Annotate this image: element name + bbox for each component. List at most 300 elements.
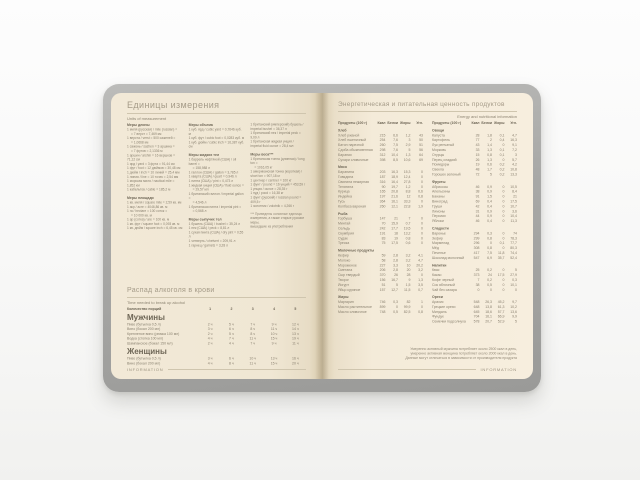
food-value: 147 [379,217,386,221]
food-value: 75 [381,241,386,246]
nutrition-category: Овощи [432,128,445,133]
units-line: 1 сажень / sazhen = 3 аршина = [127,145,175,149]
food-value: 197 [379,195,386,199]
units-column [250,123,306,252]
food-value: 0 [515,288,517,292]
food-value: 3,5 [418,283,423,287]
alcohol-col-number: 2 [230,307,233,311]
units-line: 1 кварта (США) / quart = 0,946 л [188,175,237,179]
food-value: 0 [421,305,423,309]
food-value: 17,5 [510,199,517,204]
food-value: 0,9 [487,185,492,189]
food-value: 16,1 [485,315,492,319]
food-value: 16,3 [510,138,517,143]
units-block-header: Меры сыпучих тел [188,217,222,222]
food-value: 1,3 [487,148,492,152]
food-value: 0,8 [405,236,411,241]
alcohol-hours-value: 7 ч [250,341,256,346]
footnote-line: Данные могут отличаться в зависимости от производителя продукта [405,356,517,360]
nutrition-header-col: Белки [387,121,398,125]
nutrition-category: Мясо [338,165,348,170]
left-page-content [111,93,322,379]
nutrition-category: Фрукты [432,180,446,184]
units-line: 1 золотник / zolotnik = 4,266 г [250,204,295,209]
food-value: 3,6 [512,209,517,214]
nutrition-header-col: Жиры [400,121,411,125]
food-name: Говядина [338,175,354,179]
food-value: 44 [475,214,480,219]
food-value: 0 [502,190,505,194]
food-value: 7,6 [393,138,398,143]
food-value: 899 [379,305,386,309]
nutrition-category: Молочные продукты [338,249,375,253]
food-value: 16,3 [391,170,398,175]
units-line: = 29,57 мл [192,188,209,192]
food-value: 0,6 [405,241,411,246]
food-value: 398 [379,158,386,162]
right-page [322,93,533,379]
food-value: 6,6 [393,133,398,138]
food-value: 0,5 [393,310,398,314]
units-line: 1 ар (сотка) / are = 100 кв. м [127,218,170,222]
food-value: 296 [473,241,480,246]
food-value: 3,2 [405,258,411,263]
units-line: = 4,546 л [192,200,207,205]
units-line: 1 фунт (русский) / russian pound = 409,5 г [250,195,302,204]
alcohol-hours-value: 2 ч [207,341,213,346]
food-value: 1 [421,300,423,305]
food-name: Варенье [432,231,446,236]
food-value: 0,4 [487,199,492,204]
food-value: 0 [502,214,505,219]
food-value: 704 [473,315,480,319]
food-name: Капуста [432,133,445,138]
alcohol-hours-value: 6 ч [229,327,234,331]
food-value: 157 [379,288,386,292]
nutrition-category: Жиры [338,295,349,300]
food-value: 0 [502,199,505,204]
alcohol-hours-value: 9 ч [271,322,277,327]
food-value: 74,4 [510,251,517,255]
food-value: 74 [513,231,517,236]
food-value: 69 [475,199,480,204]
units-line: измерения, а также старые русские меры, [250,216,305,225]
units-section [127,116,306,284]
alcohol-section [127,300,306,366]
units-line: = 7 футов = 2,1336 м [131,149,163,153]
food-value: 3,3 [393,263,398,268]
food-name: Семечки подсолнуха [432,320,466,324]
food-value: 12 [406,195,411,199]
nutrition-category: Напитки [432,263,447,268]
food-value: 0 [421,241,423,246]
food-value: 12,1 [391,204,398,209]
nutrition-row [338,241,423,246]
food-value: 26 [394,273,398,278]
nutrition-header-product: Продукты (100 г) [432,121,461,125]
left-footer-rule [168,369,306,370]
food-value: 299 [473,236,480,241]
food-value: 10,2 [510,305,517,309]
food-value: 0,6 [487,163,492,167]
food-value: 64 [419,153,423,157]
food-value: 260 [379,143,386,148]
food-value: 51 [419,143,423,148]
alcohol-group-label: Мужчины [127,313,165,322]
alcohol-hours-value: 8 ч [229,361,234,366]
food-value: 4,7 [418,258,423,263]
alcohol-hours-value: 16 ч [292,357,299,361]
units-title: Единицы измерения [127,100,220,110]
food-value: 0,2 [487,268,492,273]
food-value: 0 [502,231,505,236]
food-value: 417 [473,251,480,255]
food-value: 0,9 [487,214,492,219]
food-name: Скумбрия [338,231,354,236]
food-value: 0,8 [418,310,423,314]
units-line: 1 пинта (США) / pint = 0,473 л [188,179,234,183]
food-name: Кофе черный [432,278,454,282]
food-value: 10,8 [510,168,517,172]
units-line: 1 кв. фут / square foot = 0,093 кв. м [127,222,180,226]
food-value: 298 [379,148,386,152]
units-line: *** Приведены основные единицы [250,212,303,216]
right-page-content [322,93,533,379]
food-value: 0 [502,236,505,241]
food-name: Лук репчатый [432,143,455,148]
food-value: 12,4 [403,175,411,179]
food-name: Горбуша [338,217,352,221]
alcohol-hours-value: 10 ч [249,357,257,361]
food-value: 46 [475,185,480,189]
alcohol-row [127,341,306,346]
food-name: Яблоки [432,219,444,224]
left-page-footer [127,367,306,372]
food-value: 52,9 [497,320,505,324]
food-value: 294 [473,231,480,236]
food-value: 50 [419,138,423,143]
food-name: Хлеб пшеничный [338,138,367,143]
food-name: Масло растительное [338,305,372,309]
units-line: 1 американская тонна (короткая) / [250,170,303,174]
alcohol-hours-value: 11 ч [292,341,299,346]
alcohol-drink-label: Крепленое вино (рюмка 100 мл) [127,332,180,336]
alcohol-hours-value: 15 ч [270,337,278,341]
food-name: Маргарин [338,300,354,305]
food-value: 33 [475,148,480,152]
units-line: 1 гарнец / garnets = 3,28 л [188,243,228,248]
food-value: 0,1 [499,133,505,138]
food-value: 0,4 [499,138,505,143]
food-name: Шоколад молочный [432,256,465,260]
food-value: 82,5 [403,310,411,314]
alcohol-drink-label: Вино (бокал 200 мл) [127,327,161,331]
food-name: Сдоба обыкновенная [338,148,373,152]
food-value: 1,3 [487,158,492,162]
food-value: 0 [502,278,505,282]
food-name: Батон нарезной [338,143,364,148]
food-value: 45,2 [497,300,505,305]
units-line: 1 куб. ярд / cubic yard = 0,7646 куб. м [188,128,242,136]
food-value: 0,2 [499,172,505,177]
units-line: 1 дюйм / inch = 10 линий = 25,4 мм [127,170,180,175]
food-value: 31 [475,209,480,214]
food-value: 203 [379,170,386,175]
alcohol-hours-value: 7 ч [250,322,256,327]
food-value: 0 [490,241,492,246]
food-value: 0,9 [487,209,492,214]
nutrition-row [432,219,517,224]
food-value: 364 [379,199,386,204]
food-value: 52,4 [510,256,517,260]
food-value: 46 [475,219,480,224]
food-value: 21 [394,217,398,221]
footnotes-lines [367,347,517,361]
alcohol-hours-value: 5 ч [229,332,234,336]
units-line: 1 верста / verst = 500 саженей = [127,136,176,141]
units-title-rule [127,113,306,114]
food-name: Гусь [338,199,345,204]
food-value: 645 [473,310,480,314]
alcohol-col-number: 4 [273,307,276,311]
food-value: 1,5 [487,195,492,199]
food-name: Грецкие орехи [432,305,456,309]
food-value: 27,9 [510,273,517,278]
food-value: 17,5 [391,241,398,246]
food-value: 0 [502,143,505,148]
food-value: 0,3 [487,231,492,236]
nutrition-header-product: Продукты (100 г) [338,121,367,125]
food-value: 19,7 [391,185,398,189]
food-value: 15,3 [403,170,411,175]
food-value: 51 [381,283,386,287]
food-value: 0,2 [499,168,505,172]
food-value: 1,9 [418,204,423,209]
food-name: Перец сладкий [432,158,457,162]
units-block-header: Меры жидких тел [188,153,220,157]
alcohol-drink-label: Вино (бокал 200 мл) [127,361,161,366]
food-value: 2,9 [405,143,411,148]
units-line: 1 четверть / chetvert = 209,91 л [188,239,236,244]
units-block [250,123,306,149]
left-page [111,93,322,379]
food-value: 56 [419,148,423,152]
nutrition-header-col: Ккал [471,121,480,125]
food-value: 0 [421,231,423,236]
food-name: Фундук [432,315,444,319]
food-value: 78,3 [510,236,517,241]
alcohol-drink-label: Пиво (бутылка 0,5 л) [127,357,161,361]
food-value: 1,2 [405,185,411,189]
food-value: 2,8 [393,253,398,258]
units-block [127,196,183,231]
food-value: 0,5 [487,283,492,287]
food-value: 0 [502,219,505,224]
units-line: 1 жидкая унция (США) / fluid ounce = [188,183,244,188]
food-value: 0 [477,288,480,292]
food-value: 24 [488,273,492,278]
nutrition-row [338,310,423,315]
food-name: Бананы [432,195,445,199]
notebook-cover [103,84,541,392]
food-value: 260 [379,204,386,209]
food-value: 548 [473,300,480,305]
food-value: 7,5 [393,143,398,148]
nutrition-title-rule [338,111,517,112]
alcohol-title-rule [127,297,306,298]
food-value: 58 [381,258,386,263]
food-value: 35,7 [497,256,505,260]
food-value: 66,9 [497,315,505,319]
food-name: Масло сливочное [338,310,367,314]
food-name: Сельдь [338,226,351,231]
food-name: Мороженое [338,263,357,268]
food-value: 5 [408,148,411,152]
units-subtitle: Units of measurement [127,116,167,121]
food-value: 0 [421,236,423,241]
food-name: Мёд [432,246,439,251]
food-value: 0,1 [499,153,505,157]
food-value: 0 [421,226,423,231]
alcohol-hours-value: 3 ч [207,357,213,361]
alcohol-drink-label: Шампанское (бокал 150 мл) [127,341,173,346]
food-name: Миндаль [432,310,447,314]
alcohol-hours-value: 3 ч [207,327,213,331]
food-value: 10,7 [510,204,517,209]
food-name: Виноград [432,199,448,204]
units-line: 1 британская жидкая унция / [250,140,294,144]
units-line: 1 ярд / yard = 3 фута = 91,44 см [127,162,175,166]
food-value: 578 [473,320,480,324]
units-line: 1 галлон (США) / gallon = 3,785 л [188,170,239,175]
food-value: 43 [419,133,423,138]
units-line: short ton = 907,18 кг [250,174,281,178]
food-name: Огурцы [432,153,445,157]
food-value: 17,5 [497,273,505,278]
food-value: 648 [473,305,480,309]
food-name: Мармелад [432,241,450,246]
alcohol-hours-value: 2 ч [207,332,213,336]
food-value: 0 [421,222,423,226]
food-name: Сыр твердый [338,273,360,278]
food-value: 254 [379,138,386,143]
units-block [250,212,306,229]
food-value: 0 [502,185,505,189]
food-value: 28 [475,133,480,138]
food-value: 21,6 [391,195,398,199]
food-value: 8,4 [512,190,517,194]
alcohol-hours-value: 8 ч [250,332,256,336]
food-name: Сметана [338,268,353,273]
food-name: Зефир [432,236,443,241]
alcohol-hours-value: 19 ч [292,337,299,341]
alcohol-hours-value: 11 ч [270,327,278,331]
food-value: 10,4 [391,153,398,157]
food-value: 26,3 [485,300,492,305]
alcohol-hours-value: 5 ч [229,322,234,327]
nutrition-row [338,204,423,209]
alcohol-table [127,307,306,366]
food-value: 0 [396,305,398,309]
food-value: 9 [408,278,411,282]
right-page-footer [338,367,517,372]
nutrition-row [432,288,517,293]
food-value: 19 [394,236,398,241]
nutrition-category: Орехи [432,295,443,300]
food-value: 5,7 [512,158,517,162]
food-value: 1,8 [487,133,492,138]
food-name: Судак [338,236,348,241]
food-value: 57,7 [497,310,505,314]
units-line: 1 миля (русская) / mile (russian) = [127,128,178,132]
food-value: 206 [379,268,386,273]
nutrition-title-box [338,100,517,109]
alcohol-hours-value: 4 ч [207,337,213,341]
units-line: 1 пуд / pood = 16,38 кг [250,191,284,196]
food-value: 38 [475,190,480,194]
food-value: 90 [381,185,386,189]
food-value: 15,9 [391,222,398,226]
alcohol-hours-value: 4 ч [229,341,234,346]
food-value: 0,8 [487,236,492,241]
food-value: 20,2 [416,263,423,268]
food-value: 748 [379,310,386,314]
food-value: 0,6 [418,190,423,194]
food-value: 33,3 [403,199,411,204]
units-line: = 10 000 кв. м [131,213,152,218]
food-value: 16,1 [391,199,398,204]
food-value: 28 [406,273,411,278]
food-value: 0 [421,180,423,184]
food-value: 13,3 [510,172,517,177]
food-name: Морковь [432,148,447,152]
alcohol-drink-label: Водка (стопка 100 мл) [127,337,164,341]
food-value: 0,4 [487,219,492,224]
food-value: 547 [473,256,480,260]
food-value: 242 [379,226,386,231]
units-line: 1 кв. дюйм / square inch = 6,45 кв. см [127,226,183,231]
food-value: 70 [381,222,386,226]
nutrition-subtitle-box [338,114,517,121]
units-line: 1 морская миля / nautical mile = 1,852 км [127,179,175,188]
food-value: 0 [502,158,505,162]
food-value: 0 [421,170,423,175]
nutrition-row [338,288,423,293]
food-name: Хлеб ржаной [338,133,360,138]
food-value: 77,7 [510,241,517,246]
units-block [189,123,245,149]
alcohol-col-number: 5 [294,307,297,311]
units-line: 1 центнер / centner = 100 кг [250,178,292,183]
nutrition-category: Рыба [338,212,348,216]
food-value: 0,3 [393,300,398,305]
food-value: 5 [515,268,517,273]
food-value: 0,4 [487,204,492,209]
alcohol-drink-label: Пиво (бутылка 0,5 л) [127,322,161,327]
alcohol-hours-value: 10 ч [270,332,278,336]
food-name: Какао [432,273,442,278]
food-value: 4,7 [512,133,517,138]
nutrition-section [338,121,517,345]
units-line: 1 британская пинта / imperial pint = [188,205,242,209]
food-value: 227 [379,263,386,268]
food-name: Сок яблочный [432,283,455,287]
alcohol-hours-value: 8 ч [250,327,256,331]
right-footer-rule [338,369,476,370]
food-name: Баранина [338,170,354,175]
food-value: 10,4 [510,214,517,219]
food-name: Индейка [338,195,352,199]
